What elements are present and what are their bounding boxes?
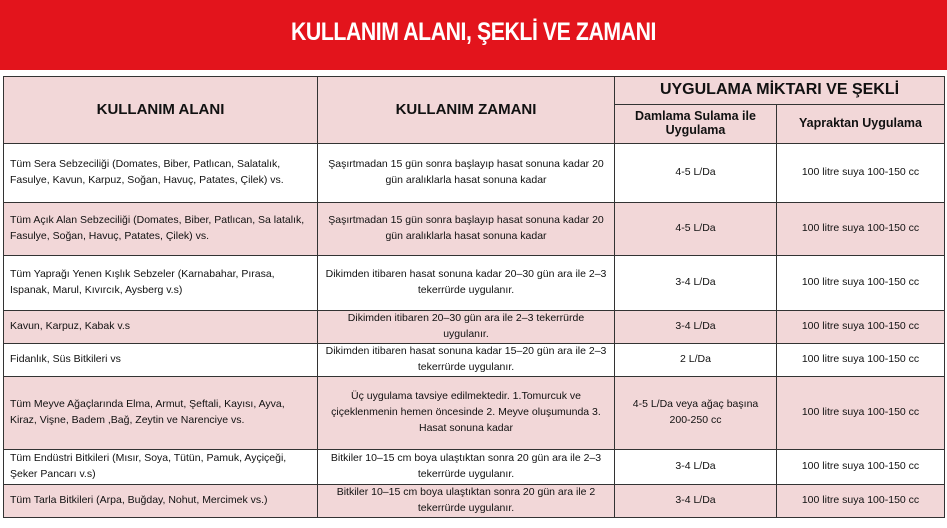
- table-row: [4, 344, 945, 377]
- cell-drip: 3-4 L/Da: [615, 256, 777, 311]
- table-row: [4, 311, 945, 344]
- cell-time: Dikimden itibaren hasat sonuna kadar 20–30 gün ara ile 2–3 tekerrürde uygulanır.: [318, 256, 615, 311]
- cell-drip: 3-4 L/Da: [615, 485, 777, 518]
- cell-time: Şaşırtmadan 15 gün sonra başlayıp hasat sonuna kadar 20 gün aralıklarla hasat sonuna kadar: [318, 203, 615, 256]
- cell-time: Dikimden itibaren 20–30 gün ara ile 2–3 tekerrürde uygulanır.: [318, 311, 615, 344]
- cell-foliar: 100 litre suya 100-150 cc: [777, 144, 945, 203]
- table-row: [4, 256, 945, 311]
- cell-area: Tüm Yaprağı Yenen Kışlık Sebzeler (Karnabahar, Pırasa, Ispanak, Marul, Kıvırcık, Aysberg v.s): [4, 256, 318, 311]
- header-drip: Damlama Sulama ile Uygulama: [615, 104, 777, 143]
- cell-drip: 4-5 L/Da: [615, 144, 777, 203]
- cell-foliar: 100 litre suya 100-150 cc: [777, 485, 945, 518]
- header-time: KULLANIM ZAMANI: [318, 77, 615, 144]
- cell-drip: 2 L/Da: [615, 344, 777, 377]
- title-banner: [0, 0, 947, 70]
- cell-foliar: 100 litre suya 100-150 cc: [777, 256, 945, 311]
- cell-area: Kavun, Karpuz, Kabak v.s: [4, 311, 318, 344]
- cell-drip: 4-5 L/Da: [615, 203, 777, 256]
- table-row: [4, 144, 945, 203]
- cell-foliar: 100 litre suya 100-150 cc: [777, 311, 945, 344]
- usage-table: [3, 76, 945, 518]
- cell-area: Tüm Açık Alan Sebzeciliği (Domates, Biber, Patlıcan, Sa latalık, Fasulye, Soğan, Havuç, Patates, Çilek) vs.: [4, 203, 318, 256]
- cell-drip: 4-5 L/Da veya ağaç başına 200-250 cc: [615, 377, 777, 450]
- cell-foliar: 100 litre suya 100-150 cc: [777, 377, 945, 450]
- cell-foliar: 100 litre suya 100-150 cc: [777, 450, 945, 485]
- cell-area: Tüm Sera Sebzeciliği (Domates, Biber, Patlıcan, Salatalık, Fasulye, Kavun, Karpuz, Soğan, Havuç, Patates, Çilek) vs.: [4, 144, 318, 203]
- cell-drip: 3-4 L/Da: [615, 311, 777, 344]
- cell-drip: 3-4 L/Da: [615, 450, 777, 485]
- header-method: UYGULAMA MİKTARI VE ŞEKLİ: [615, 77, 945, 105]
- header-area: KULLANIM ALANI: [4, 77, 318, 144]
- cell-time: Şaşırtmadan 15 gün sonra başlayıp hasat sonuna kadar 20 gün aralıklarla hasat sonuna kadar: [318, 144, 615, 203]
- cell-time: Üç uygulama tavsiye edilmektedir. 1.Tomurcuk ve çiçeklenmenin hemen öncesinde 2. Meyve oluşumunda 3. Hasat sonuna kadar: [318, 377, 615, 450]
- table-row: [4, 203, 945, 256]
- cell-time: Bitkiler 10–15 cm boya ulaştıktan sonra 20 gün ara ile 2–3 tekerrürde uygulanır.: [318, 450, 615, 485]
- cell-foliar: 100 litre suya 100-150 cc: [777, 344, 945, 377]
- cell-area: Fidanlık, Süs Bitkileri vs: [4, 344, 318, 377]
- cell-time: Bitkiler 10–15 cm boya ulaştıktan sonra 20 gün ara ile 2 tekerrürde uygulanır.: [318, 485, 615, 518]
- page-title: KULLANIM ALANI, ŞEKLİ VE ZAMANI: [291, 18, 656, 46]
- table-row: [4, 377, 945, 450]
- cell-time: Dikimden itibaren hasat sonuna kadar 15–20 gün ara ile 2–3 tekerrürde uygulanır.: [318, 344, 615, 377]
- header-foliar: Yapraktan Uygulama: [777, 104, 945, 143]
- cell-area: Tüm Tarla Bitkileri (Arpa, Buğday, Nohut, Mercimek vs.): [4, 485, 318, 518]
- table-row: [4, 485, 945, 518]
- cell-foliar: 100 litre suya 100-150 cc: [777, 203, 945, 256]
- cell-area: Tüm Endüstri Bitkileri (Mısır, Soya, Tütün, Pamuk, Ayçiçeği, Şeker Pancarı v.s): [4, 450, 318, 485]
- table-row: [4, 450, 945, 485]
- cell-area: Tüm Meyve Ağaçlarında Elma, Armut, Şeftali, Kayısı, Ayva, Kiraz, Vişne, Badem ,Bağ, Zeytin ve Narenciye vs.: [4, 377, 318, 450]
